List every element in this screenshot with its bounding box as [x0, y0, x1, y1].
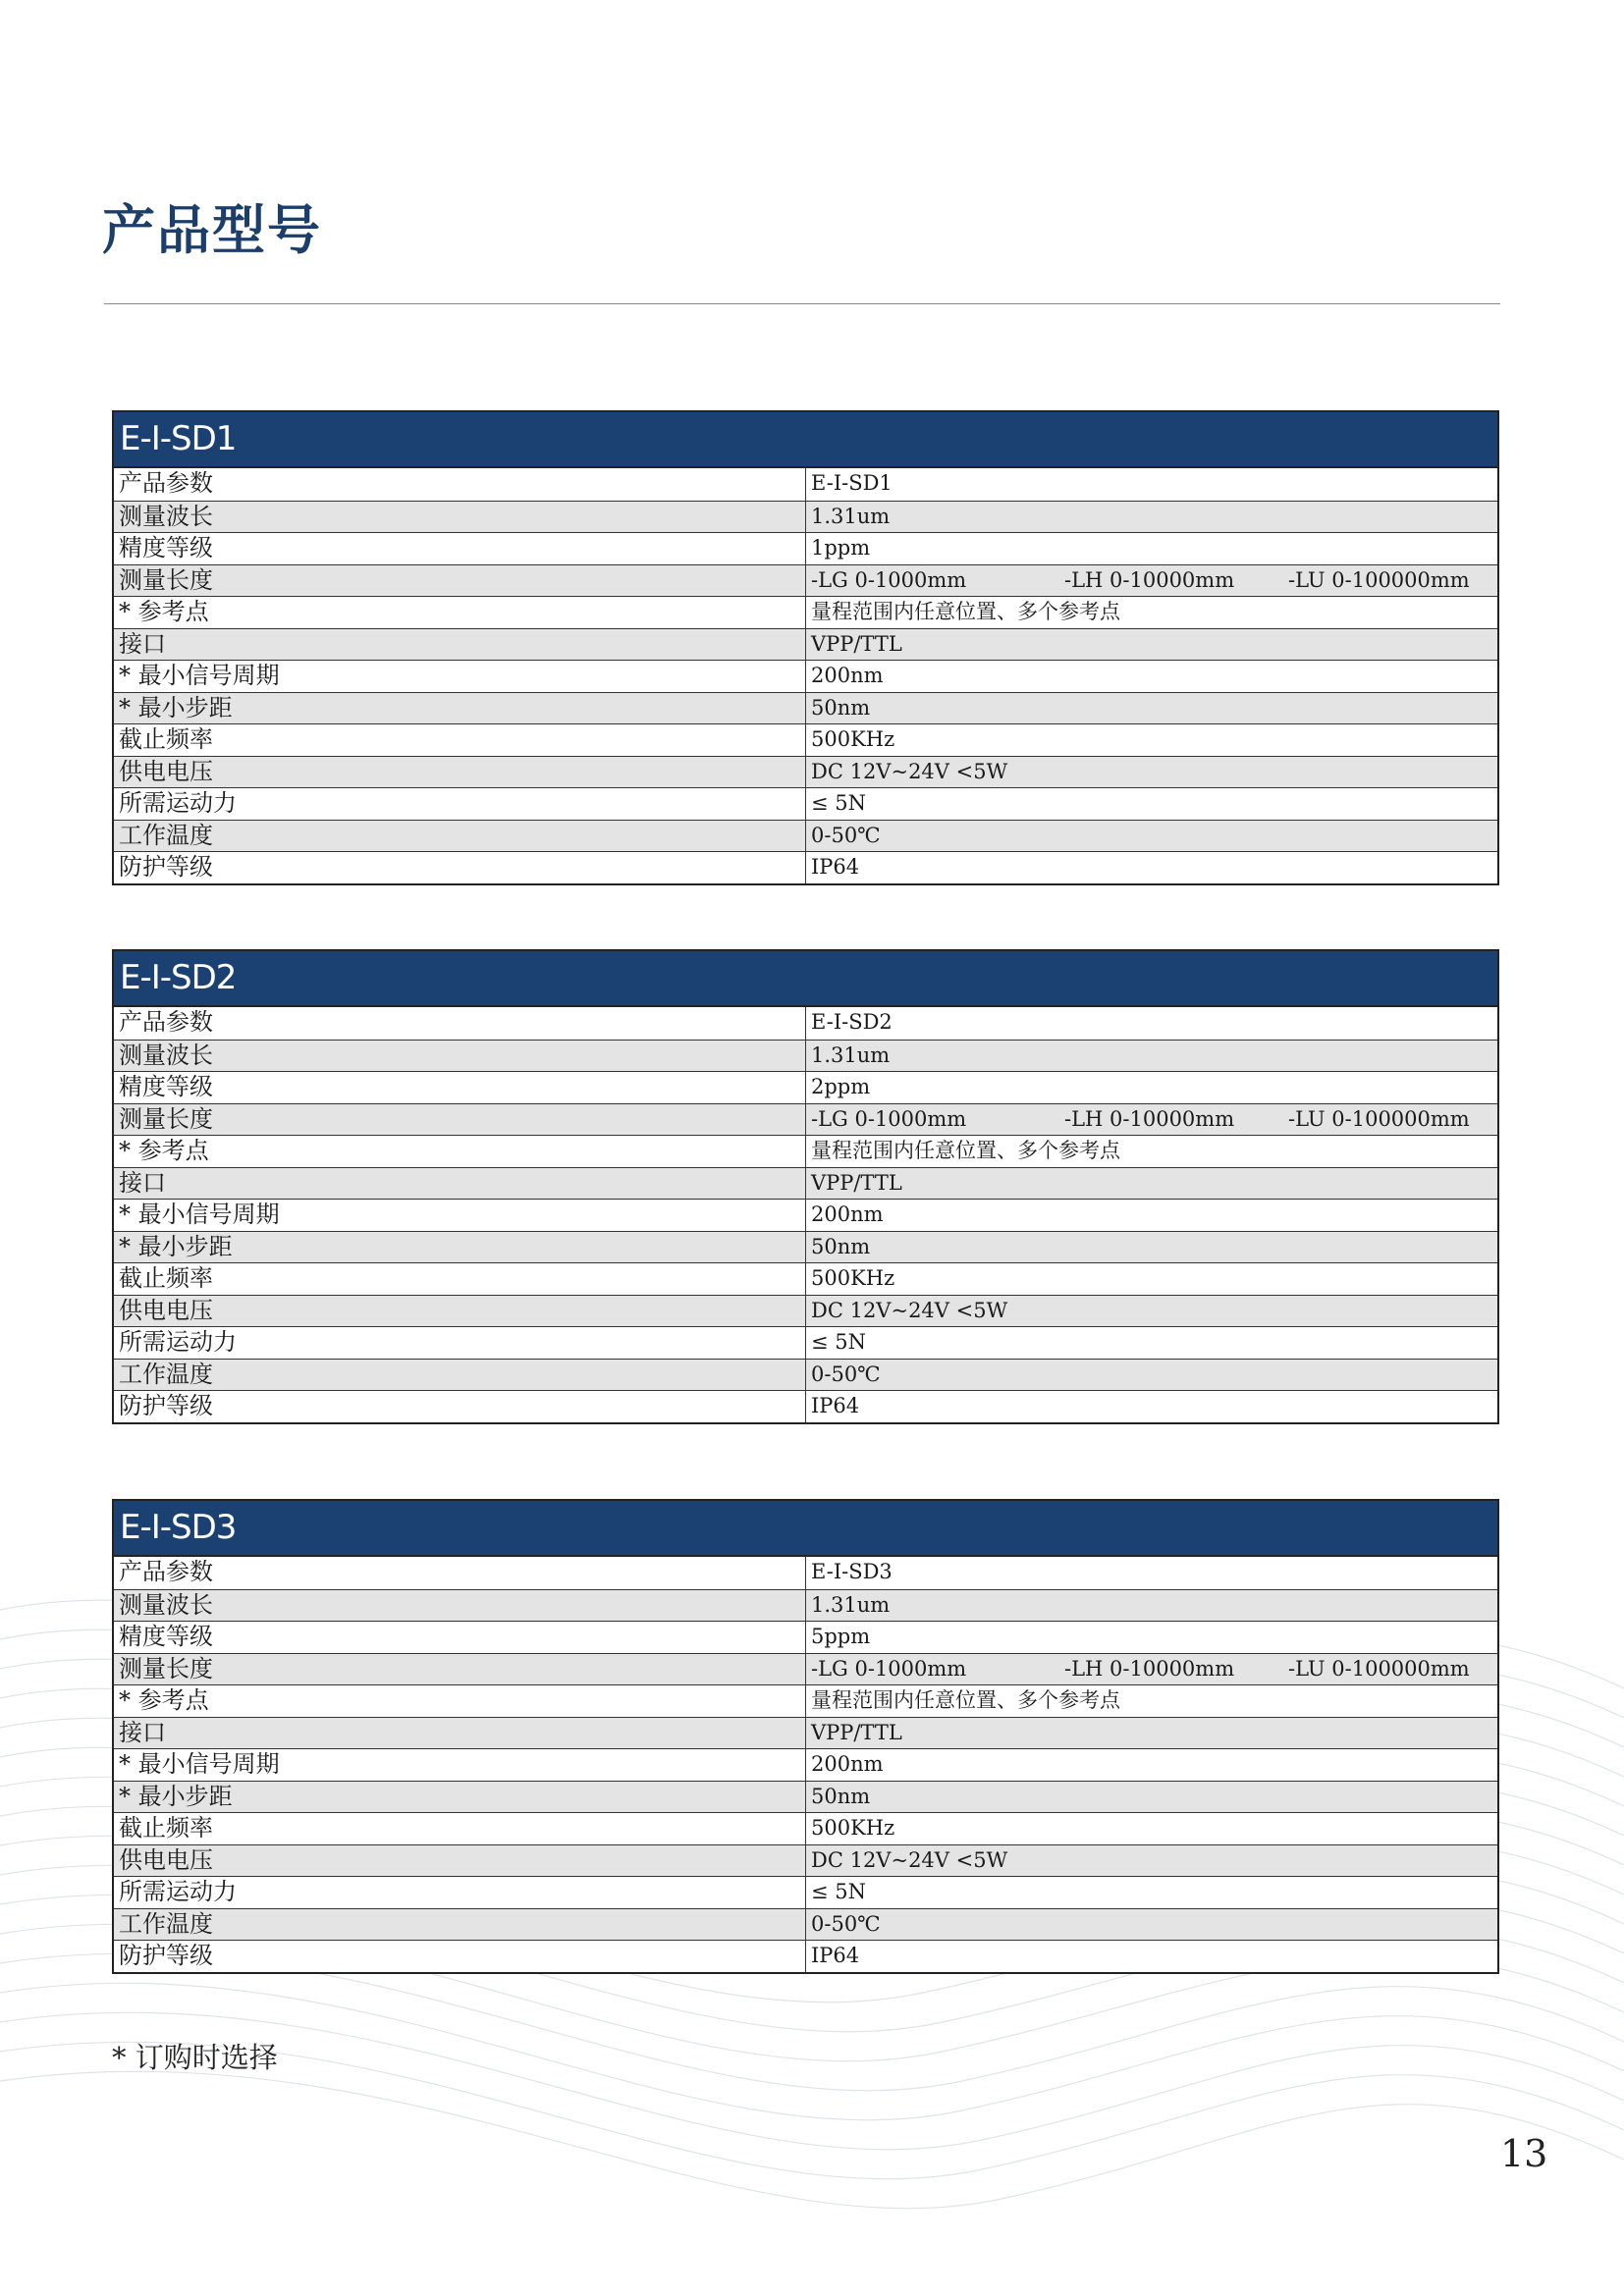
row-value: 50nm — [811, 1784, 871, 1808]
table-row — [114, 564, 1497, 597]
table-row — [114, 468, 1497, 501]
range-lu: -LU 0-100000mm — [1288, 567, 1470, 592]
range-lu: -LU 0-100000mm — [1288, 1656, 1470, 1681]
table-row — [114, 1653, 1497, 1685]
table-row — [114, 1359, 1497, 1391]
range-lh: -LH 0-10000mm — [1064, 1106, 1235, 1131]
row-label: 截止频率 — [114, 1263, 806, 1295]
title-divider — [104, 303, 1500, 304]
row-label: 精度等级 — [114, 1622, 806, 1653]
table-row — [114, 1876, 1497, 1908]
row-value: 50nm — [811, 695, 871, 720]
table-row — [114, 1167, 1497, 1200]
row-value: DC 12V~24V <5W — [811, 1298, 1008, 1322]
row-label: 所需运动力 — [114, 1327, 806, 1359]
spec-table-sd2 — [112, 949, 1499, 1424]
row-value: 500KHz — [811, 1816, 895, 1840]
row-value: IP64 — [811, 1944, 860, 1967]
row-label: 测量波长 — [114, 502, 806, 533]
row-value-range — [806, 1104, 1497, 1136]
table-row — [114, 1717, 1497, 1749]
table-row — [114, 756, 1497, 788]
table-row — [114, 1199, 1497, 1231]
row-label: 接口 — [114, 629, 806, 661]
table-header: E-I-SD3 — [114, 1501, 1497, 1557]
row-label: 测量长度 — [114, 1104, 806, 1136]
table-row — [114, 851, 1497, 883]
row-label: 测量波长 — [114, 1041, 806, 1072]
table-row — [114, 1262, 1497, 1295]
table-row — [114, 1908, 1497, 1941]
row-value: DC 12V~24V <5W — [811, 1847, 1008, 1872]
row-label: * 参考点 — [114, 1685, 806, 1717]
row-value: 0-50℃ — [811, 1911, 881, 1936]
row-value: DC 12V~24V <5W — [811, 759, 1008, 783]
row-value: 1.31um — [811, 1042, 891, 1067]
row-label: 工作温度 — [114, 821, 806, 852]
row-value: 200nm — [811, 1202, 884, 1226]
range-lg: -LG 0-1000mm — [811, 567, 967, 592]
table-row — [114, 1781, 1497, 1813]
row-label: 所需运动力 — [114, 788, 806, 820]
table-row — [114, 723, 1497, 756]
row-value: 200nm — [811, 1752, 884, 1776]
row-label: 产品参数 — [114, 1557, 806, 1589]
row-label: 精度等级 — [114, 533, 806, 564]
row-value: 500KHz — [811, 727, 895, 751]
row-label: 截止频率 — [114, 724, 806, 756]
row-value: E-I-SD1 — [811, 471, 893, 495]
row-label: 所需运动力 — [114, 1877, 806, 1908]
table-row — [114, 1812, 1497, 1844]
row-value-range — [806, 565, 1497, 597]
range-lh: -LH 0-10000mm — [1064, 567, 1235, 592]
row-label: * 最小信号周期 — [114, 1749, 806, 1781]
table-row — [114, 1135, 1497, 1167]
row-label: * 最小信号周期 — [114, 661, 806, 692]
table-header: E-I-SD2 — [114, 951, 1497, 1007]
row-value: 0-50℃ — [811, 823, 881, 847]
row-label: 供电电压 — [114, 757, 806, 788]
row-label: * 最小步距 — [114, 693, 806, 724]
row-label: 供电电压 — [114, 1845, 806, 1877]
table-row — [114, 1326, 1497, 1359]
row-label: 工作温度 — [114, 1909, 806, 1941]
table-row — [114, 1390, 1497, 1422]
table-row — [114, 692, 1497, 724]
table-header: E-I-SD1 — [114, 412, 1497, 468]
row-value: 50nm — [811, 1234, 871, 1258]
row-label: * 最小步距 — [114, 1782, 806, 1813]
row-value: ≤ 5N — [811, 1880, 867, 1903]
page-title: 产品型号 — [102, 199, 322, 261]
row-label: 测量波长 — [114, 1590, 806, 1622]
table-row — [114, 1040, 1497, 1072]
table-row — [114, 1589, 1497, 1622]
row-value: 500KHz — [811, 1266, 895, 1290]
table-row — [114, 1103, 1497, 1136]
row-value: 0-50℃ — [811, 1362, 881, 1386]
row-value: 量程范围内任意位置、多个参考点 — [811, 1139, 1120, 1162]
row-label: 接口 — [114, 1168, 806, 1200]
row-label: 防护等级 — [114, 1941, 806, 1972]
table-row — [114, 820, 1497, 852]
spec-table-sd1 — [112, 410, 1499, 885]
spec-table-sd3 — [112, 1499, 1499, 1974]
table-row — [114, 1940, 1497, 1972]
row-value-range — [806, 1654, 1497, 1685]
range-lu: -LU 0-100000mm — [1288, 1106, 1470, 1131]
row-value: 200nm — [811, 664, 884, 687]
row-value: VPP/TTL — [811, 1170, 902, 1195]
table-row — [114, 1748, 1497, 1781]
row-value: 2ppm — [811, 1075, 871, 1098]
table-row — [114, 1231, 1497, 1263]
table-row — [114, 532, 1497, 564]
row-label: 产品参数 — [114, 1007, 806, 1040]
page-number: 13 — [1500, 2132, 1548, 2175]
row-value: IP64 — [811, 855, 860, 879]
footnote: * 订购时选择 — [112, 2041, 278, 2074]
row-label: 测量长度 — [114, 1654, 806, 1685]
row-label: 供电电压 — [114, 1296, 806, 1327]
row-label: 工作温度 — [114, 1360, 806, 1391]
row-label: 精度等级 — [114, 1072, 806, 1103]
table-row — [114, 596, 1497, 628]
table-row — [114, 1295, 1497, 1327]
range-lh: -LH 0-10000mm — [1064, 1656, 1235, 1681]
row-value: VPP/TTL — [811, 1720, 902, 1744]
table-row — [114, 1621, 1497, 1653]
range-lg: -LG 0-1000mm — [811, 1106, 967, 1131]
row-value: E-I-SD3 — [811, 1560, 893, 1583]
row-label: 测量长度 — [114, 565, 806, 597]
row-label: 产品参数 — [114, 468, 806, 501]
table-row — [114, 1007, 1497, 1040]
row-label: 防护等级 — [114, 1391, 806, 1422]
row-value: ≤ 5N — [811, 791, 867, 815]
row-label: * 最小信号周期 — [114, 1200, 806, 1231]
row-value: ≤ 5N — [811, 1330, 867, 1354]
row-value: E-I-SD2 — [811, 1010, 893, 1034]
table-row — [114, 1844, 1497, 1877]
table-row — [114, 787, 1497, 820]
row-label: * 参考点 — [114, 1136, 806, 1167]
table-row — [114, 501, 1497, 533]
row-label: 截止频率 — [114, 1813, 806, 1844]
table-row — [114, 660, 1497, 692]
row-value: 1ppm — [811, 536, 871, 560]
table-row — [114, 1684, 1497, 1717]
row-label: * 最小步距 — [114, 1232, 806, 1263]
row-label: * 参考点 — [114, 597, 806, 628]
table-row — [114, 1071, 1497, 1103]
row-value: 量程范围内任意位置、多个参考点 — [811, 1688, 1120, 1712]
range-lg: -LG 0-1000mm — [811, 1656, 967, 1681]
table-row — [114, 1557, 1497, 1589]
row-value: 1.31um — [811, 1592, 891, 1617]
row-value: 5ppm — [811, 1625, 871, 1648]
row-value: 1.31um — [811, 504, 891, 528]
table-row — [114, 628, 1497, 661]
row-value: IP64 — [811, 1394, 860, 1417]
row-label: 防护等级 — [114, 852, 806, 883]
row-label: 接口 — [114, 1718, 806, 1749]
row-value: 量程范围内任意位置、多个参考点 — [811, 600, 1120, 623]
row-value: VPP/TTL — [811, 631, 902, 656]
